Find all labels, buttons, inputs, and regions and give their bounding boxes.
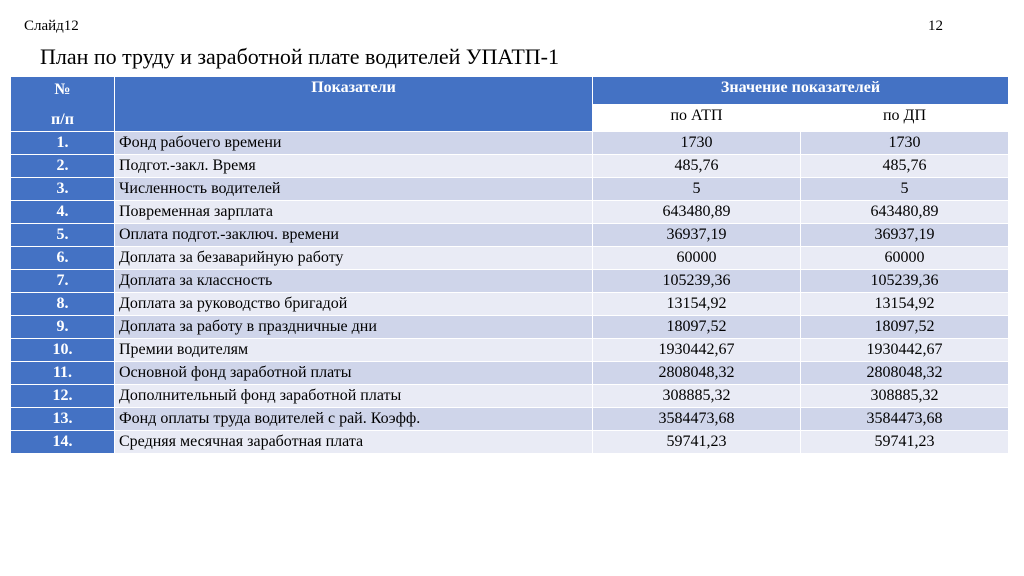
row-value-dp: 485,76 <box>801 155 1009 178</box>
table-row <box>11 408 1009 431</box>
row-value-atp: 1930442,67 <box>593 339 801 362</box>
row-number: 14. <box>11 431 115 454</box>
row-indicator: Оплата подгот.-заключ. времени <box>115 224 593 247</box>
row-number: 4. <box>11 201 115 224</box>
row-number: 13. <box>11 408 115 431</box>
row-value-atp: 485,76 <box>593 155 801 178</box>
row-indicator: Численность водителей <box>115 178 593 201</box>
header-col-dp: по ДП <box>801 104 1009 132</box>
table-row <box>11 431 1009 454</box>
slide-label: Слайд12 <box>24 18 79 34</box>
row-value-dp: 5 <box>801 178 1009 201</box>
row-indicator: Доплата за безаварийную работу <box>115 247 593 270</box>
row-indicator: Премии водителям <box>115 339 593 362</box>
header-number <box>11 77 115 132</box>
row-number: 1. <box>11 132 115 155</box>
row-indicator: Повременная зарплата <box>115 201 593 224</box>
row-value-atp: 18097,52 <box>593 316 801 339</box>
table-row <box>11 362 1009 385</box>
row-number: 3. <box>11 178 115 201</box>
table-row <box>11 270 1009 293</box>
row-value-atp: 36937,19 <box>593 224 801 247</box>
row-indicator: Доплата за классность <box>115 270 593 293</box>
row-number: 5. <box>11 224 115 247</box>
table-row <box>11 132 1009 155</box>
row-indicator: Дополнительный фонд заработной платы <box>115 385 593 408</box>
header-number-symbol: № <box>54 81 71 98</box>
header-number-label: п/п <box>51 111 74 128</box>
row-indicator: Фонд оплаты труда водителей с рай. Коэфф. <box>115 408 593 431</box>
row-number: 9. <box>11 316 115 339</box>
row-value-atp: 105239,36 <box>593 270 801 293</box>
row-value-atp: 13154,92 <box>593 293 801 316</box>
row-indicator: Средняя месячная заработная плата <box>115 431 593 454</box>
row-value-dp: 643480,89 <box>801 201 1009 224</box>
row-indicator: Фонд рабочего времени <box>115 132 593 155</box>
row-indicator: Подгот.-закл. Время <box>115 155 593 178</box>
row-value-dp: 1930442,67 <box>801 339 1009 362</box>
row-value-dp: 59741,23 <box>801 431 1009 454</box>
row-value-dp: 105239,36 <box>801 270 1009 293</box>
table-body <box>11 132 1009 454</box>
header-indicators: Показатели <box>115 77 593 132</box>
row-value-atp: 5 <box>593 178 801 201</box>
row-number: 8. <box>11 293 115 316</box>
table-row <box>11 155 1009 178</box>
row-value-atp: 1730 <box>593 132 801 155</box>
page-title: План по труду и заработной плате водителей УПАТП-1 <box>40 44 559 69</box>
row-number: 6. <box>11 247 115 270</box>
row-value-dp: 1730 <box>801 132 1009 155</box>
row-number: 7. <box>11 270 115 293</box>
row-value-atp: 59741,23 <box>593 431 801 454</box>
row-value-atp: 60000 <box>593 247 801 270</box>
slide-number: 12 <box>928 18 943 34</box>
table-row <box>11 224 1009 247</box>
row-number: 2. <box>11 155 115 178</box>
row-value-atp: 643480,89 <box>593 201 801 224</box>
row-value-dp: 2808048,32 <box>801 362 1009 385</box>
row-indicator: Доплата за работу в праздничные дни <box>115 316 593 339</box>
row-value-dp: 60000 <box>801 247 1009 270</box>
row-value-dp: 36937,19 <box>801 224 1009 247</box>
header-col-atp: по АТП <box>593 104 801 132</box>
row-indicator: Доплата за руководство бригадой <box>115 293 593 316</box>
row-value-atp: 2808048,32 <box>593 362 801 385</box>
row-number: 10. <box>11 339 115 362</box>
table-row <box>11 316 1009 339</box>
table-row <box>11 385 1009 408</box>
row-value-dp: 308885,32 <box>801 385 1009 408</box>
table-row <box>11 293 1009 316</box>
row-value-dp: 3584473,68 <box>801 408 1009 431</box>
row-number: 12. <box>11 385 115 408</box>
row-value-dp: 13154,92 <box>801 293 1009 316</box>
row-value-atp: 308885,32 <box>593 385 801 408</box>
row-value-atp: 3584473,68 <box>593 408 801 431</box>
table-row <box>11 247 1009 270</box>
table-row <box>11 339 1009 362</box>
row-value-dp: 18097,52 <box>801 316 1009 339</box>
table-row <box>11 178 1009 201</box>
header-values-group: Значение показателей <box>593 77 1009 105</box>
row-indicator: Основной фонд заработной платы <box>115 362 593 385</box>
plan-table <box>10 76 1009 454</box>
table-row <box>11 201 1009 224</box>
row-number: 11. <box>11 362 115 385</box>
